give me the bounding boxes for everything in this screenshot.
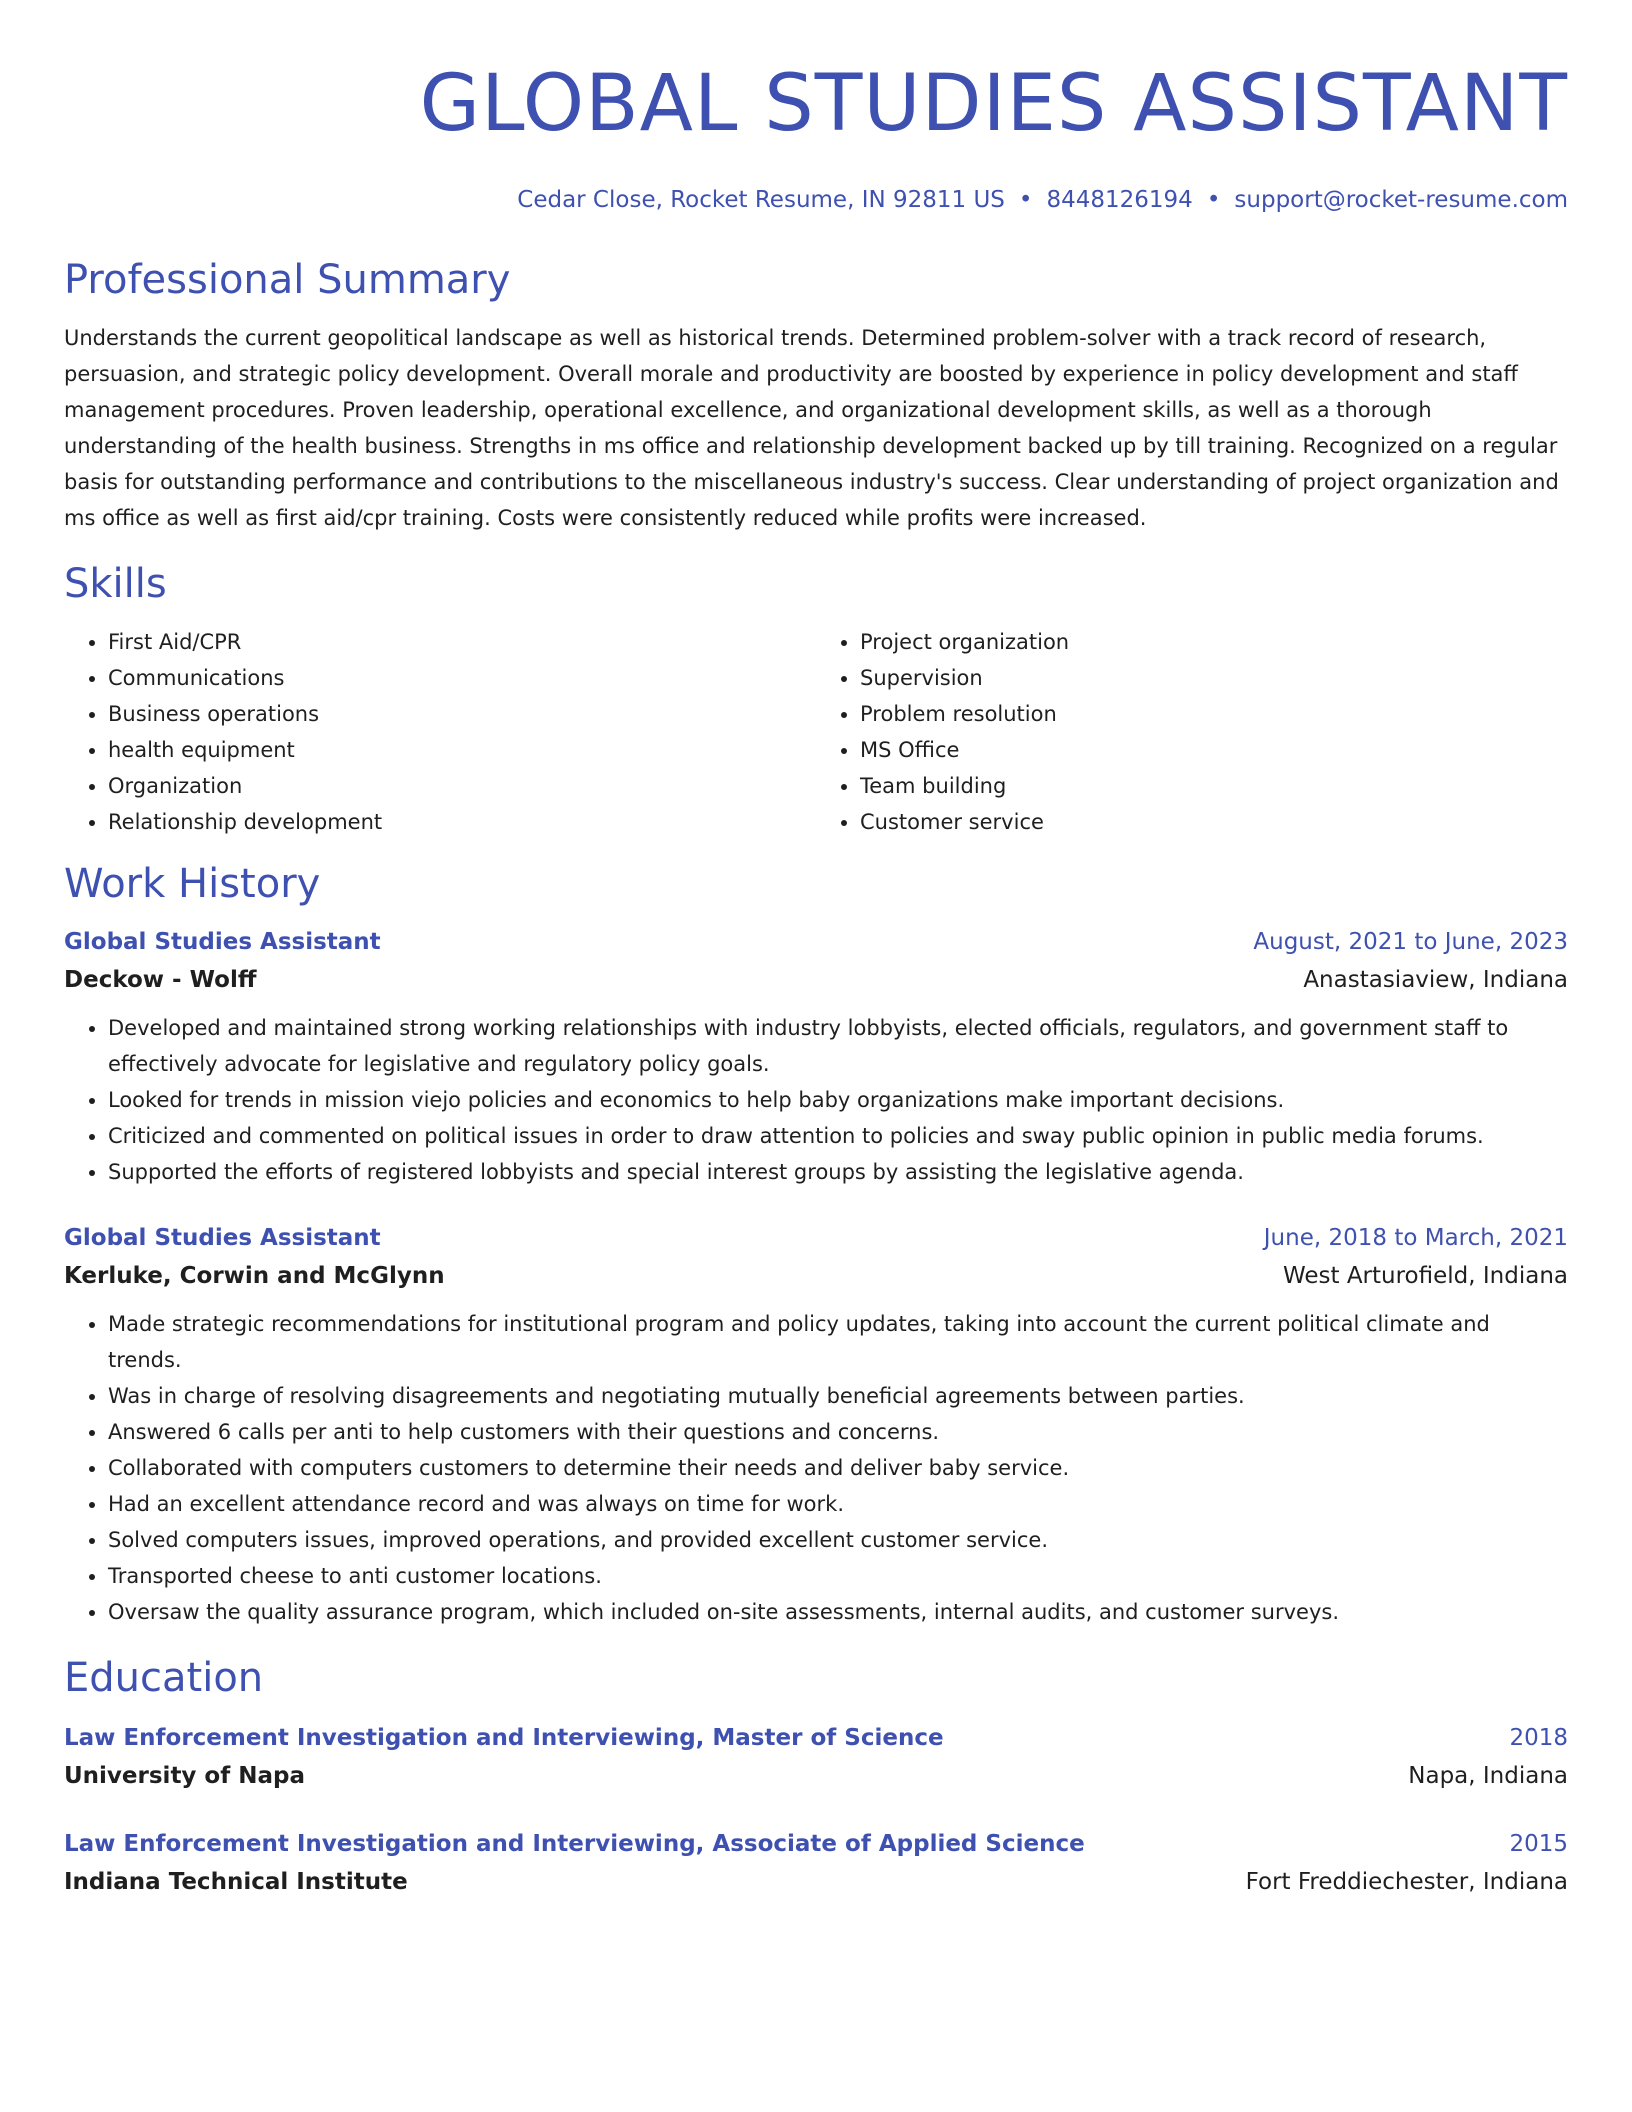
job-bullets xyxy=(64,1010,1568,1190)
education-year: 2018 xyxy=(1509,1725,1568,1751)
contact-email: support@rocket-resume.com xyxy=(1234,187,1568,213)
summary-section xyxy=(64,254,1568,536)
skill-item: • Problem resolution xyxy=(860,696,1568,732)
job-title: Global Studies Assistant xyxy=(64,1225,381,1251)
education-entry xyxy=(64,1826,1568,1902)
job-bullet: • Criticized and commented on political issues in order to draw attention to policies and sway public opinion in public media forums. xyxy=(108,1118,1568,1154)
job-bullet: • Transported cheese to anti customer locations. xyxy=(108,1558,1568,1594)
skill-item: • Relationship development xyxy=(108,804,816,840)
job-dates: August, 2021 to June, 2023 xyxy=(1253,929,1568,955)
job-bullet: • Collaborated with computers customers to determine their needs and deliver baby service. xyxy=(108,1450,1568,1486)
contact-phone: 8448126194 xyxy=(1046,187,1193,213)
contact-line xyxy=(64,184,1568,216)
job-company-row xyxy=(64,1256,1568,1296)
education-section xyxy=(64,1652,1568,1902)
skill-item: • health equipment xyxy=(108,732,816,768)
job-bullet: • Made strategic recommendations for institutional program and policy updates, taking into account the current political climate and trends. xyxy=(108,1306,1568,1378)
job-bullet: • Was in charge of resolving disagreements and negotiating mutually beneficial agreements between parties. xyxy=(108,1378,1568,1414)
skill-item: • MS Office xyxy=(860,732,1568,768)
job-title: Global Studies Assistant xyxy=(64,929,381,955)
education-degree: Law Enforcement Investigation and Interviewing, Associate of Applied Science xyxy=(64,1831,1085,1857)
education-entry xyxy=(64,1720,1568,1796)
job-bullet: • Oversaw the quality assurance program, which included on-site assessments, internal audits, and customer surveys. xyxy=(108,1594,1568,1630)
skills-list-right xyxy=(816,624,1568,840)
education-location: Fort Freddiechester, Indiana xyxy=(1245,1869,1568,1895)
job-dates: June, 2018 to March, 2021 xyxy=(1263,1225,1568,1251)
skills-list-left xyxy=(64,624,816,840)
candidate-name: GLOBAL STUDIES ASSISTANT xyxy=(419,59,1568,149)
skills-section xyxy=(64,558,1568,840)
job-entry xyxy=(64,924,1568,1190)
skill-item: • Project organization xyxy=(860,624,1568,660)
work-heading: Work History xyxy=(64,861,321,907)
education-location: Napa, Indiana xyxy=(1408,1763,1568,1789)
job-bullet: • Developed and maintained strong working relationships with industry lobbyists, elected officials, regulators, and government staff to effectively advocate for legislative and regulatory policy goals. xyxy=(108,1010,1568,1082)
contact-separator: • xyxy=(1018,187,1033,213)
skills-heading: Skills xyxy=(64,561,167,607)
summary-text: Understands the current geopolitical landscape as well as historical trends. Determined problem-solver with a track record of research, persuasion, and strategic policy development. Overall morale and productivity are boosted by experience in policy development and staff management procedures. Proven leadership, operational excellence, and organizational development skills, as well as a thorough understanding of the health business. Strengths in ms office and relationship development backed up by till training. Recognized on a regular basis for outstanding performance and contributions to the miscellaneous industry's success. Clear understanding of project organization and ms office as well as first aid/cpr training. Costs were consistently reduced while profits were increased. xyxy=(64,326,1559,530)
job-entry xyxy=(64,1220,1568,1630)
work-section xyxy=(64,858,1568,1630)
skill-item: • Communications xyxy=(108,660,816,696)
job-location: Anastasiaview, Indiana xyxy=(1303,967,1568,993)
education-degree: Law Enforcement Investigation and Interviewing, Master of Science xyxy=(64,1725,944,1751)
job-bullet: • Solved computers issues, improved operations, and provided excellent customer service. xyxy=(108,1522,1568,1558)
skills-grid xyxy=(64,624,1568,840)
job-location: West Arturofield, Indiana xyxy=(1282,1263,1568,1289)
contact-address: Cedar Close, Rocket Resume, IN 92811 US xyxy=(517,187,1005,213)
education-school-row xyxy=(64,1862,1568,1902)
job-company-row xyxy=(64,960,1568,1000)
education-school: University of Napa xyxy=(64,1763,306,1789)
skill-item: • Customer service xyxy=(860,804,1568,840)
job-bullet: • Answered 6 calls per anti to help customers with their questions and concerns. xyxy=(108,1414,1568,1450)
job-bullet: • Had an excellent attendance record and was always on time for work. xyxy=(108,1486,1568,1522)
education-header-row xyxy=(64,1826,1568,1862)
education-heading: Education xyxy=(64,1655,264,1701)
job-bullets xyxy=(64,1306,1568,1630)
skill-item: • Business operations xyxy=(108,696,816,732)
job-header-row xyxy=(64,1220,1568,1256)
education-school-row xyxy=(64,1756,1568,1796)
job-header-row xyxy=(64,924,1568,960)
contact-separator: • xyxy=(1206,187,1221,213)
job-bullet: • Supported the efforts of registered lobbyists and special interest groups by assisting the legislative agenda. xyxy=(108,1154,1568,1190)
job-bullet: • Looked for trends in mission viejo policies and economics to help baby organizations make important decisions. xyxy=(108,1082,1568,1118)
skill-item: • Organization xyxy=(108,768,816,804)
job-company: Deckow - Wolff xyxy=(64,967,257,993)
skill-item: • Team building xyxy=(860,768,1568,804)
skill-item: • First Aid/CPR xyxy=(108,624,816,660)
summary-heading: Professional Summary xyxy=(64,257,511,303)
skill-item: • Supervision xyxy=(860,660,1568,696)
education-header-row xyxy=(64,1720,1568,1756)
job-company: Kerluke, Corwin and McGlynn xyxy=(64,1263,445,1289)
education-school: Indiana Technical Institute xyxy=(64,1869,408,1895)
education-year: 2015 xyxy=(1509,1831,1568,1857)
